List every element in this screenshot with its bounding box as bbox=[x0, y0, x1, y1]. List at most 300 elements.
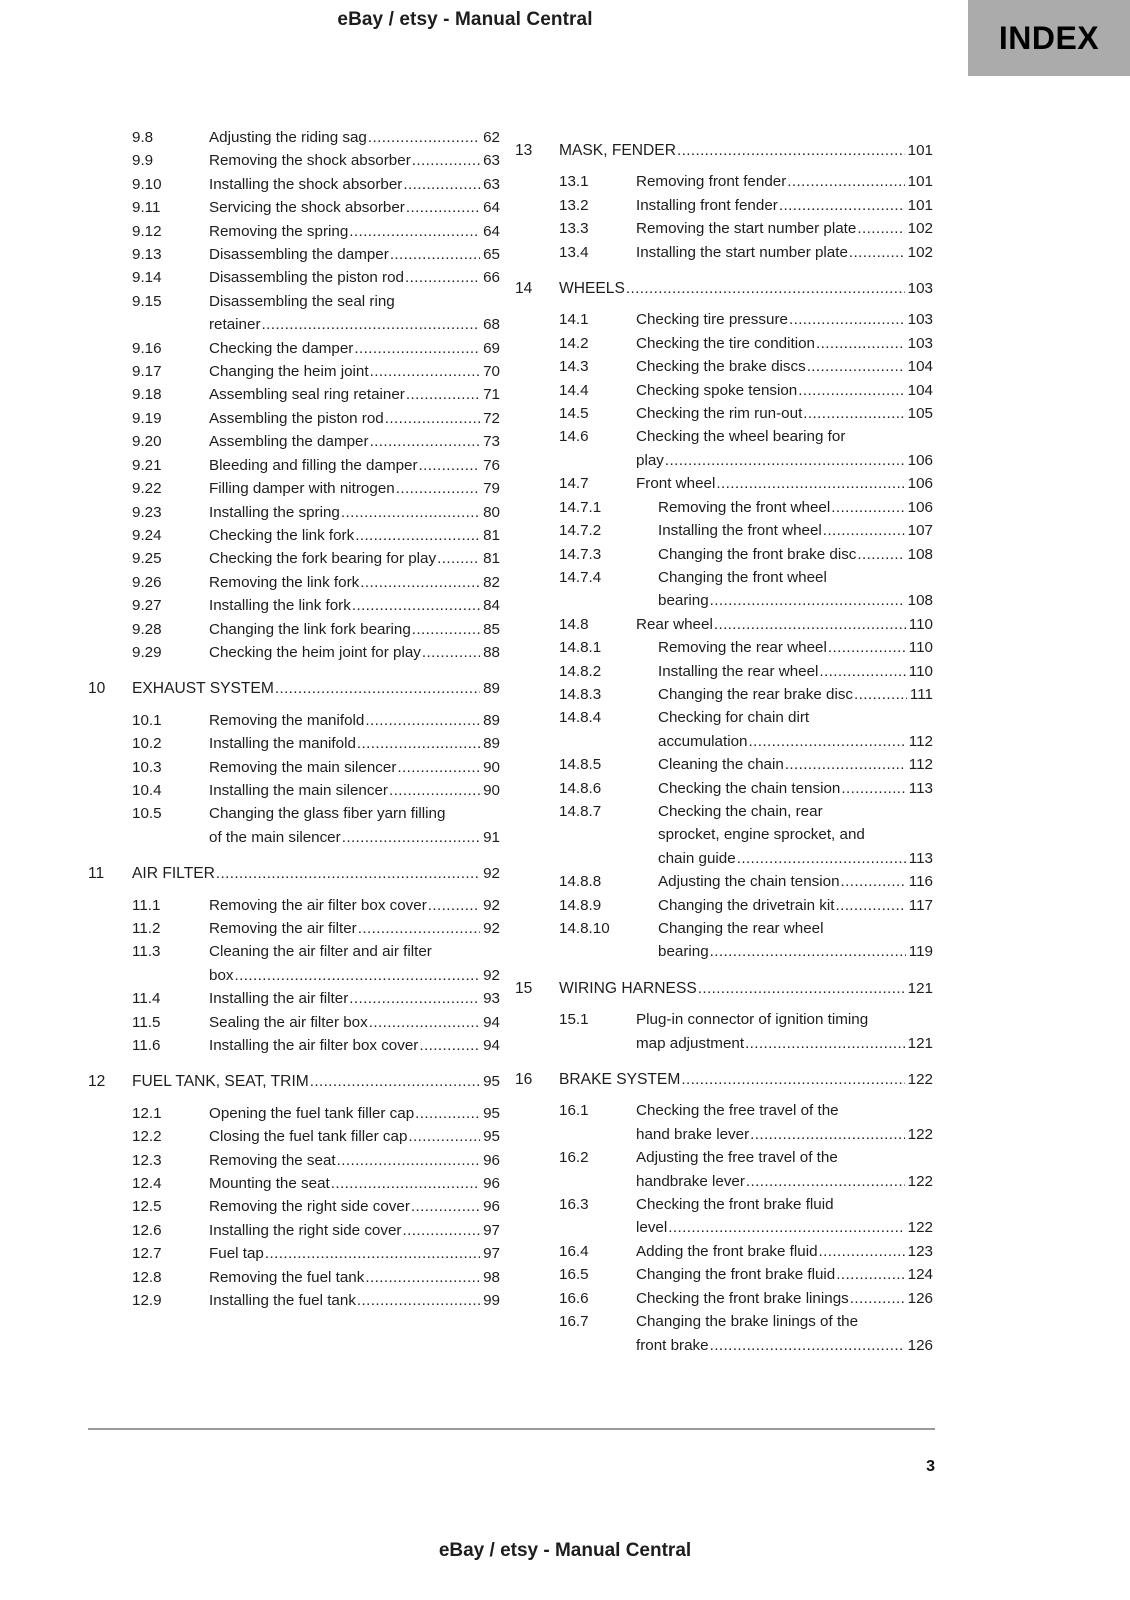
toc-entry-body bbox=[209, 894, 500, 917]
toc-entry-section[interactable] bbox=[88, 641, 500, 664]
toc-entry-body bbox=[636, 917, 933, 964]
toc-entry-body bbox=[209, 1266, 500, 1289]
toc-dot-leader bbox=[396, 477, 480, 500]
toc-entry-number: 9.14 bbox=[132, 269, 162, 287]
toc-dot-leader bbox=[716, 472, 904, 495]
toc-entry-title: Removing the link fork bbox=[209, 573, 360, 591]
toc-entry-number: 14.8.4 bbox=[559, 709, 602, 727]
toc-entry-section[interactable] bbox=[88, 337, 500, 360]
toc-entry-body bbox=[209, 594, 500, 617]
toc-dot-leader bbox=[422, 641, 480, 664]
toc-entry-subsection[interactable] bbox=[515, 894, 933, 917]
toc-entry-page: 103 bbox=[907, 280, 933, 298]
toc-dot-leader bbox=[369, 1011, 480, 1034]
toc-entry-title: Cleaning the air filter and air filter bbox=[209, 943, 432, 961]
toc-entry-title: Adjusting the riding sag bbox=[209, 129, 367, 146]
toc-entry-number: 16.1 bbox=[559, 1102, 589, 1120]
toc-entry-section[interactable] bbox=[515, 425, 933, 472]
toc-entry-page: 96 bbox=[483, 1175, 500, 1193]
toc-entry-title: Checking the rim run-out bbox=[636, 405, 803, 423]
toc-entry-section[interactable] bbox=[515, 379, 933, 402]
toc-entry-body bbox=[209, 802, 500, 849]
toc-entry-section[interactable] bbox=[88, 709, 500, 732]
toc-entry-section[interactable] bbox=[88, 1266, 500, 1289]
toc-entry-section[interactable] bbox=[515, 1263, 933, 1286]
toc-entry-number: 9.22 bbox=[132, 480, 162, 498]
toc-entry-title: Closing the fuel tank filler cap bbox=[209, 1128, 408, 1146]
toc-entry-section[interactable] bbox=[88, 732, 500, 755]
toc-entry-page: 68 bbox=[483, 316, 500, 334]
toc-dot-leader bbox=[779, 194, 905, 217]
toc-entry-body bbox=[209, 220, 500, 243]
toc-entry-title: Checking the link fork bbox=[209, 526, 355, 544]
toc-entry-body bbox=[559, 1068, 933, 1091]
toc-entry-page: 96 bbox=[483, 1151, 500, 1169]
toc-entry-section[interactable] bbox=[515, 217, 933, 240]
toc-entry-section[interactable] bbox=[88, 220, 500, 243]
toc-entry-number: 11.3 bbox=[132, 943, 161, 961]
toc-entry-section[interactable] bbox=[88, 987, 500, 1010]
toc-entry-body bbox=[636, 217, 933, 240]
toc-entry-title: Removing the front wheel bbox=[658, 498, 831, 516]
toc-dot-leader bbox=[849, 241, 905, 264]
toc-entry-page: 106 bbox=[907, 451, 933, 469]
toc-entry-title: Front wheel bbox=[636, 475, 716, 493]
toc-entry-title: Removing the air filter box cover bbox=[209, 896, 427, 914]
toc-entry-title: Checking spoke tension bbox=[636, 381, 798, 399]
toc-entry-page: 102 bbox=[907, 220, 933, 238]
toc-entry-page: 106 bbox=[907, 498, 933, 516]
toc-entry-title: Checking the chain, rear bbox=[658, 802, 823, 820]
toc-entry-section[interactable] bbox=[88, 1219, 500, 1242]
toc-entry-title: Installing the front wheel bbox=[658, 522, 822, 540]
toc-entry-body bbox=[209, 756, 500, 779]
toc-entry-body bbox=[209, 173, 500, 196]
toc-entry-subsection[interactable] bbox=[515, 753, 933, 776]
toc-entry-section[interactable] bbox=[515, 1310, 933, 1357]
toc-entry-title: Changing the rear brake disc bbox=[658, 685, 854, 703]
toc-entry-number: 13 bbox=[515, 142, 533, 159]
toc-entry-number: 14.8.1 bbox=[559, 639, 602, 657]
toc-entry-body bbox=[209, 641, 500, 664]
toc-entry-number: 12.7 bbox=[132, 1245, 162, 1263]
toc-entry-section[interactable] bbox=[515, 1193, 933, 1240]
toc-entry-body bbox=[209, 917, 500, 940]
toc-entry-section[interactable] bbox=[515, 472, 933, 495]
toc-entry-title: Servicing the shock absorber bbox=[209, 199, 405, 217]
toc-entry-page: 84 bbox=[483, 597, 500, 615]
toc-dot-leader bbox=[331, 1172, 480, 1195]
toc-entry-body bbox=[636, 1099, 933, 1146]
toc-entry-number: 12 bbox=[88, 1073, 106, 1091]
toc-entry-page: 92 bbox=[483, 966, 500, 984]
toc-entry-body bbox=[209, 383, 500, 406]
toc-entry-section[interactable] bbox=[88, 802, 500, 849]
toc-entry-title: Changing the drivetrain kit bbox=[658, 896, 835, 914]
toc-entry-page: 104 bbox=[907, 381, 933, 399]
toc-entry-page: 112 bbox=[908, 756, 933, 774]
toc-entry-title: bearing bbox=[658, 943, 709, 961]
toc-dot-leader bbox=[745, 1032, 905, 1055]
toc-entry-title: Installing the fuel tank bbox=[209, 1292, 356, 1310]
toc-entry-title: Checking the chain tension bbox=[658, 779, 841, 797]
toc-entry-page: 65 bbox=[483, 246, 500, 264]
toc-entry-number: 13.1 bbox=[559, 173, 589, 191]
toc-entry-section[interactable] bbox=[515, 1008, 933, 1055]
toc-entry-number: 9.23 bbox=[132, 503, 162, 521]
toc-entry-section[interactable] bbox=[515, 355, 933, 378]
toc-entry-subsection[interactable] bbox=[515, 566, 933, 613]
toc-dot-leader bbox=[857, 217, 904, 240]
toc-entry-section[interactable] bbox=[88, 407, 500, 430]
toc-dot-leader bbox=[365, 1266, 480, 1289]
toc-entry-body bbox=[636, 660, 933, 683]
toc-entry-chapter[interactable] bbox=[515, 1068, 933, 1091]
toc-entry-page: 103 bbox=[907, 311, 933, 329]
toc-entry-number: 9.13 bbox=[132, 246, 162, 264]
toc-entry-body bbox=[636, 379, 933, 402]
toc-dot-leader bbox=[406, 383, 480, 406]
toc-entry-section[interactable] bbox=[88, 454, 500, 477]
toc-entry-number: 14.8.2 bbox=[559, 662, 602, 680]
toc-entry-page: 101 bbox=[907, 142, 933, 159]
toc-entry-number: 9.10 bbox=[132, 175, 162, 193]
toc-entry-page: 91 bbox=[483, 828, 500, 846]
toc-entry-page: 97 bbox=[483, 1245, 500, 1263]
toc-dot-leader bbox=[803, 402, 904, 425]
toc-dot-leader bbox=[710, 589, 905, 612]
toc-entry-section[interactable] bbox=[88, 126, 500, 149]
toc-entry-page: 94 bbox=[483, 1037, 500, 1055]
toc-entry-section[interactable] bbox=[515, 241, 933, 264]
toc-dot-leader bbox=[668, 1216, 904, 1239]
toc-entry-page: 126 bbox=[907, 1289, 933, 1307]
toc-entry-chapter[interactable] bbox=[515, 277, 933, 300]
toc-entry-title: Changing the front wheel bbox=[658, 568, 827, 586]
toc-entry-page: 62 bbox=[483, 129, 500, 146]
toc-entry-body bbox=[209, 1125, 500, 1148]
toc-entry-section[interactable] bbox=[88, 383, 500, 406]
toc-entry-page: 126 bbox=[907, 1336, 933, 1354]
toc-entry-section[interactable] bbox=[88, 594, 500, 617]
toc-entry-page: 111 bbox=[909, 685, 933, 703]
toc-entry-section[interactable] bbox=[88, 618, 500, 641]
toc-entry-section[interactable] bbox=[88, 196, 500, 219]
toc-entry-chapter[interactable] bbox=[88, 862, 500, 885]
toc-entry-page: 92 bbox=[483, 865, 500, 883]
toc-entry-page: 81 bbox=[483, 550, 500, 568]
toc-entry-title: Checking the fork bearing for play bbox=[209, 550, 437, 568]
toc-entry-title: hand brake lever bbox=[636, 1125, 750, 1143]
toc-entry-title: Fuel tap bbox=[209, 1245, 264, 1263]
toc-entry-number: 14.5 bbox=[559, 405, 589, 423]
toc-entry-title: Filling damper with nitrogen bbox=[209, 480, 395, 498]
toc-entry-page: 76 bbox=[483, 456, 500, 474]
toc-entry-body bbox=[636, 355, 933, 378]
toc-entry-page: 92 bbox=[483, 920, 500, 937]
toc-dot-leader bbox=[355, 524, 480, 547]
toc-entry-title: WIRING HARNESS bbox=[559, 979, 697, 997]
toc-entry-section[interactable] bbox=[88, 1195, 500, 1218]
toc-entry-body bbox=[209, 779, 500, 802]
toc-entry-section[interactable] bbox=[88, 1011, 500, 1034]
toc-entry-title: Installing the manifold bbox=[209, 735, 356, 753]
toc-entry-number: 16.2 bbox=[559, 1149, 589, 1167]
toc-entry-section[interactable] bbox=[88, 1125, 500, 1148]
toc-entry-page: 116 bbox=[908, 873, 933, 891]
toc-entry-body bbox=[209, 1195, 500, 1218]
toc-entry-page: 82 bbox=[483, 573, 500, 591]
toc-entry-number: 14.8.8 bbox=[559, 873, 602, 891]
toc-entry-body bbox=[636, 1146, 933, 1193]
toc-entry-body bbox=[636, 706, 933, 753]
toc-entry-body bbox=[209, 290, 500, 337]
toc-entry-section[interactable] bbox=[88, 917, 500, 940]
toc-entry-body bbox=[209, 407, 500, 430]
toc-entry-body bbox=[636, 1287, 933, 1310]
toc-entry-page: 97 bbox=[483, 1221, 500, 1239]
toc-entry-section[interactable] bbox=[515, 1099, 933, 1146]
toc-entry-number: 14.7 bbox=[559, 475, 589, 493]
toc-entry-page: 92 bbox=[483, 896, 500, 914]
toc-entry-body bbox=[209, 1172, 500, 1195]
toc-entry-section[interactable] bbox=[88, 430, 500, 453]
toc-entry-subsection[interactable] bbox=[515, 660, 933, 683]
toc-entry-body bbox=[636, 425, 933, 472]
toc-entry-number: 9.21 bbox=[132, 456, 162, 474]
toc-entry-section[interactable] bbox=[515, 194, 933, 217]
toc-entry-page: 94 bbox=[483, 1013, 500, 1031]
toc-entry-body bbox=[209, 1149, 500, 1172]
toc-entry-section[interactable] bbox=[88, 266, 500, 289]
toc-entry-page: 122 bbox=[907, 1125, 933, 1143]
toc-entry-number: 9.20 bbox=[132, 433, 162, 451]
toc-entry-subsection[interactable] bbox=[515, 706, 933, 753]
toc-entry-section[interactable] bbox=[515, 402, 933, 425]
toc-entry-number: 14.8.7 bbox=[559, 802, 602, 820]
toc-entry-title: Adjusting the free travel of the bbox=[636, 1149, 838, 1167]
toc-entry-body bbox=[209, 732, 500, 755]
toc-dot-leader bbox=[389, 779, 480, 802]
toc-entry-page: 70 bbox=[483, 363, 500, 381]
toc-entry-number: 10 bbox=[88, 680, 106, 698]
toc-entry-subsection[interactable] bbox=[515, 800, 933, 870]
toc-entry-page: 80 bbox=[483, 503, 500, 521]
toc-entry-title: Removing the spring bbox=[209, 222, 349, 240]
toc-entry-section[interactable] bbox=[88, 779, 500, 802]
toc-entry-title: Checking the brake discs bbox=[636, 358, 806, 376]
toc-entry-title: Removing the air filter bbox=[209, 920, 357, 937]
toc-entry-number: 11.4 bbox=[132, 990, 161, 1008]
toc-entry-subsection[interactable] bbox=[515, 496, 933, 519]
toc-entry-section[interactable] bbox=[88, 1242, 500, 1265]
toc-entry-number: 14.7.4 bbox=[559, 568, 602, 586]
toc-entry-number: 9.17 bbox=[132, 363, 162, 381]
toc-entry-section[interactable] bbox=[88, 940, 500, 987]
toc-entry-title: Mounting the seat bbox=[209, 1175, 330, 1193]
toc-entry-title: BRAKE SYSTEM bbox=[559, 1071, 681, 1089]
toc-entry-chapter[interactable] bbox=[88, 677, 500, 700]
toc-entry-body bbox=[209, 360, 500, 383]
toc-entry-chapter[interactable] bbox=[88, 1070, 500, 1093]
toc-entry-chapter[interactable] bbox=[515, 977, 933, 1000]
toc-entry-body bbox=[132, 677, 500, 700]
toc-entry-title: Assembling the damper bbox=[209, 433, 369, 451]
toc-entry-number: 14.7.2 bbox=[559, 522, 602, 540]
toc-entry-body bbox=[636, 543, 933, 566]
toc-entry-page: 90 bbox=[483, 758, 500, 776]
toc-entry-page: 89 bbox=[483, 680, 500, 698]
toc-entry-title: Removing the manifold bbox=[209, 711, 365, 729]
toc-entry-body bbox=[209, 149, 500, 172]
toc-entry-page: 105 bbox=[907, 405, 933, 423]
toc-entry-title: Removing the right side cover bbox=[209, 1198, 410, 1216]
toc-entry-number: 9.18 bbox=[132, 386, 162, 404]
toc-entry-section[interactable] bbox=[88, 1102, 500, 1125]
toc-dot-leader bbox=[746, 1170, 905, 1193]
toc-entry-title: Installing the main silencer bbox=[209, 781, 388, 799]
toc-entry-title: Changing the heim joint bbox=[209, 363, 369, 381]
toc-entry-page: 71 bbox=[483, 386, 500, 404]
toc-entry-page: 93 bbox=[483, 990, 500, 1008]
toc-entry-body bbox=[209, 1242, 500, 1265]
toc-entry-body bbox=[209, 1102, 500, 1125]
toc-dot-leader bbox=[354, 337, 480, 360]
toc-entry-section[interactable] bbox=[88, 149, 500, 172]
toc-entry-section[interactable] bbox=[88, 477, 500, 500]
toc-entry-body bbox=[636, 194, 933, 217]
toc-entry-section[interactable] bbox=[88, 756, 500, 779]
toc-entry-section[interactable] bbox=[515, 1287, 933, 1310]
toc-dot-leader bbox=[275, 677, 480, 700]
toc-entry-subsection[interactable] bbox=[515, 777, 933, 800]
toc-entry-title: play bbox=[636, 451, 664, 469]
toc-entry-section[interactable] bbox=[88, 243, 500, 266]
toc-entry-section[interactable] bbox=[515, 613, 933, 636]
toc-entry-subsection[interactable] bbox=[515, 519, 933, 542]
toc-entry-number: 9.9 bbox=[132, 152, 154, 170]
toc-entry-subsection[interactable] bbox=[515, 636, 933, 659]
toc-entry-title: Installing the air filter box cover bbox=[209, 1037, 419, 1055]
toc-entry-subsection[interactable] bbox=[515, 683, 933, 706]
toc-entry-subsection[interactable] bbox=[515, 870, 933, 893]
toc-dot-leader bbox=[370, 430, 481, 453]
toc-dot-leader bbox=[357, 732, 480, 755]
toc-entry-section[interactable] bbox=[88, 1034, 500, 1057]
toc-entry-page: 122 bbox=[907, 1071, 933, 1089]
toc-dot-leader bbox=[787, 170, 904, 193]
toc-entry-section[interactable] bbox=[88, 524, 500, 547]
toc-entry-title: Changing the glass fiber yarn filling bbox=[209, 805, 446, 823]
header-caption: eBay / etsy - Manual Central bbox=[337, 9, 593, 30]
toc-entry-number: 10.2 bbox=[132, 735, 162, 753]
toc-entry-number: 9.24 bbox=[132, 526, 162, 544]
toc-entry-title: Checking the wheel bearing for bbox=[636, 428, 846, 446]
toc-entry-title: chain guide bbox=[658, 849, 736, 867]
toc-entry-title: sprocket, engine sprocket, and bbox=[658, 826, 865, 844]
toc-entry-body bbox=[209, 337, 500, 360]
toc-entry-title: Installing the air filter bbox=[209, 990, 349, 1008]
toc-entry-number: 10.3 bbox=[132, 758, 162, 776]
toc-entry-section[interactable] bbox=[88, 1172, 500, 1195]
toc-entry-page: 98 bbox=[483, 1268, 500, 1286]
toc-entry-number: 13.3 bbox=[559, 220, 589, 238]
toc-entry-number: 9.29 bbox=[132, 643, 162, 661]
toc-entry-title: WHEELS bbox=[559, 280, 625, 298]
toc-entry-section[interactable] bbox=[88, 571, 500, 594]
index-tab-label: INDEX bbox=[998, 19, 1100, 56]
toc-entry-number: 12.4 bbox=[132, 1175, 162, 1193]
toc-entry-title: Changing the front brake disc bbox=[658, 545, 857, 563]
toc-dot-leader bbox=[428, 894, 480, 917]
toc-column-left bbox=[88, 126, 500, 1313]
toc-entry-title: FUEL TANK, SEAT, TRIM bbox=[132, 1073, 309, 1091]
toc-entry-section[interactable] bbox=[88, 1149, 500, 1172]
toc-entry-page: 101 bbox=[907, 173, 933, 191]
toc-entry-number: 11.2 bbox=[132, 920, 161, 937]
toc-entry-title: Installing the spring bbox=[209, 503, 340, 521]
toc-entry-section[interactable] bbox=[88, 173, 500, 196]
toc-dot-leader bbox=[415, 1102, 480, 1125]
toc-entry-page: 66 bbox=[483, 269, 500, 287]
toc-entry-subsection[interactable] bbox=[515, 917, 933, 964]
toc-entry-page: 89 bbox=[483, 711, 500, 729]
toc-entry-number: 9.27 bbox=[132, 597, 162, 615]
toc-entry-section[interactable] bbox=[88, 1289, 500, 1312]
toc-entry-section[interactable] bbox=[515, 308, 933, 331]
toc-entry-number: 14.8.6 bbox=[559, 779, 602, 797]
toc-entry-title: Checking the front brake linings bbox=[636, 1289, 849, 1307]
toc-entry-section[interactable] bbox=[515, 1240, 933, 1263]
toc-entry-section[interactable] bbox=[88, 290, 500, 337]
toc-entry-section[interactable] bbox=[515, 332, 933, 355]
toc-entry-section[interactable] bbox=[515, 170, 933, 193]
toc-entry-page: 104 bbox=[907, 358, 933, 376]
toc-entry-section[interactable] bbox=[515, 1146, 933, 1193]
toc-entry-title: box bbox=[209, 966, 234, 984]
toc-entry-subsection[interactable] bbox=[515, 543, 933, 566]
toc-dot-leader bbox=[749, 730, 906, 753]
toc-dot-leader bbox=[841, 777, 905, 800]
toc-entry-page: 64 bbox=[483, 199, 500, 217]
toc-entry-body bbox=[209, 709, 500, 732]
toc-entry-number: 16.7 bbox=[559, 1313, 589, 1331]
toc-entry-section[interactable] bbox=[88, 501, 500, 524]
toc-entry-number: 11 bbox=[88, 865, 105, 883]
toc-entry-section[interactable] bbox=[88, 547, 500, 570]
toc-entry-number: 14.7.3 bbox=[559, 545, 602, 563]
toc-entry-number: 12.2 bbox=[132, 1128, 162, 1146]
toc-entry-body bbox=[636, 683, 933, 706]
toc-entry-number: 14.3 bbox=[559, 358, 589, 376]
toc-entry-body bbox=[636, 753, 933, 776]
toc-entry-page: 72 bbox=[483, 409, 500, 427]
toc-entry-section[interactable] bbox=[88, 360, 500, 383]
toc-dot-leader bbox=[819, 1240, 905, 1263]
toc-entry-page: 90 bbox=[483, 781, 500, 799]
toc-entry-number: 9.15 bbox=[132, 292, 162, 310]
toc-entry-page: 95 bbox=[483, 1128, 500, 1146]
toc-entry-page: 121 bbox=[907, 1034, 933, 1052]
toc-entry-title: Checking the free travel of the bbox=[636, 1102, 839, 1120]
toc-dot-leader bbox=[411, 1195, 480, 1218]
toc-entry-page: 63 bbox=[483, 152, 500, 170]
toc-entry-section[interactable] bbox=[88, 894, 500, 917]
toc-entry-number: 11.6 bbox=[132, 1037, 161, 1055]
toc-entry-body bbox=[636, 472, 933, 495]
toc-entry-number: 14.8.10 bbox=[559, 920, 610, 937]
toc-entry-chapter[interactable] bbox=[515, 139, 933, 162]
